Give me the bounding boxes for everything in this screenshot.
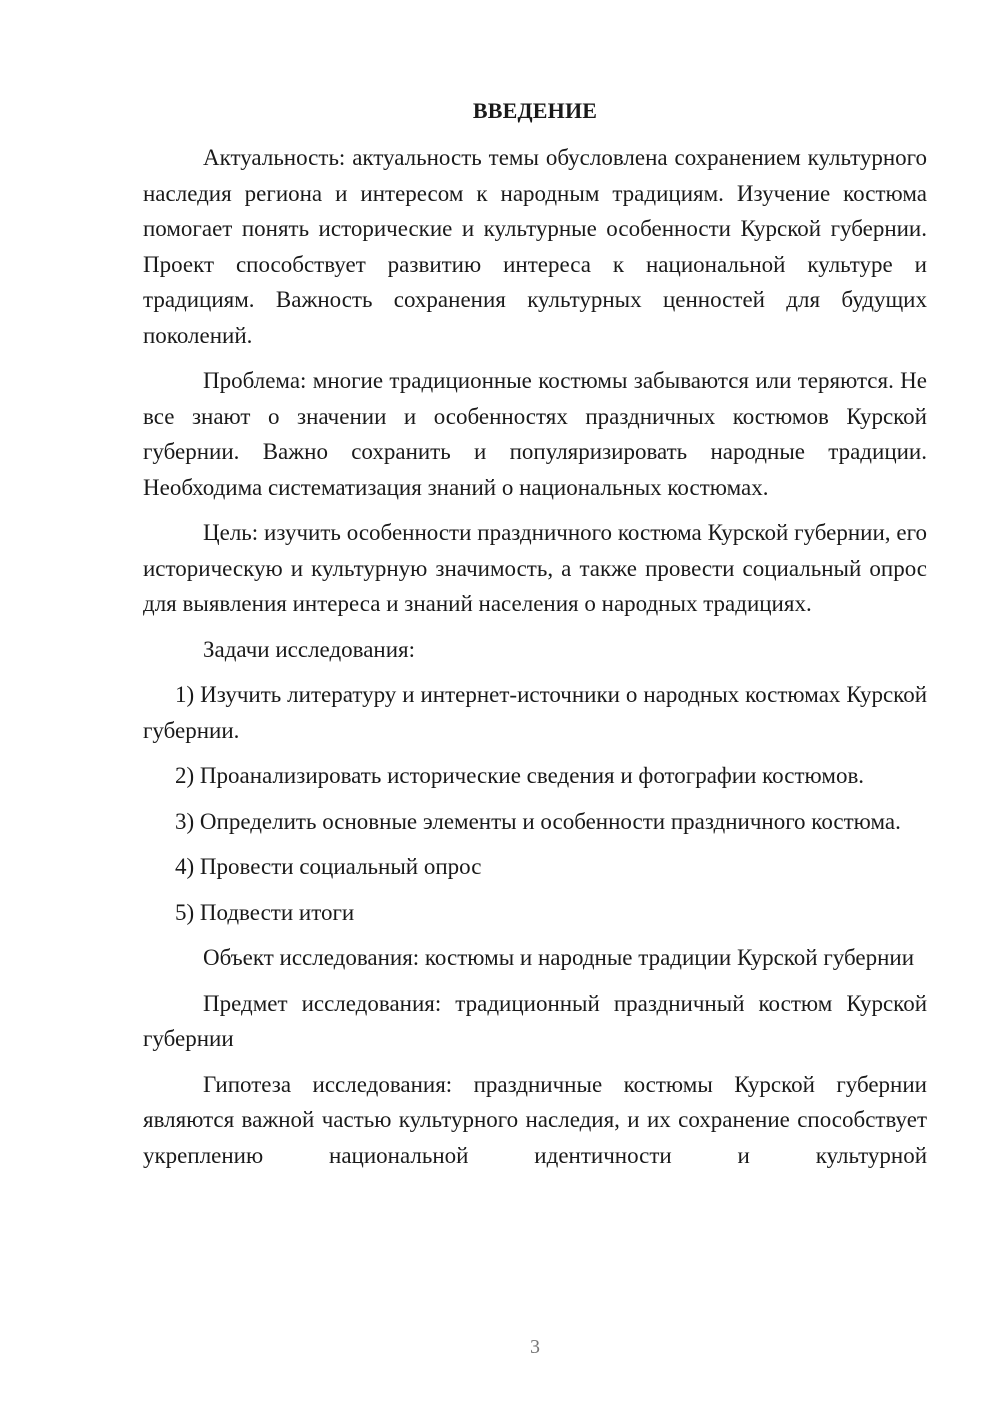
task-item-2: 2) Проанализировать исторические сведения и фотографии костюмов. — [175, 763, 865, 788]
subject-paragraph: Предмет исследования: традиционный праздничный костюм Курской губернии — [143, 990, 927, 1051]
tasks-heading: Задачи исследования: — [203, 636, 416, 662]
task-item-5: 5) Подвести итоги — [175, 899, 355, 925]
relevance-paragraph: Актуальность: актуальность темы обусловлена сохранением культурного наследия региона и интересом к народным традициям. Изучение костюма помогает понять исторические и культурные особенности Курской губернии. Проект способствует развитию интереса к национальной культуре и традициям. Важность сохранения культурных ценностей для будущих поколений. — [143, 145, 927, 348]
goal-paragraph: Цель: изучить особенности праздничного костюма Курской губернии, его историческую и культурную значимость, а также провести социальный опрос для выявления интереса и знаний населения о народных традициях. — [143, 520, 927, 616]
page-number: 3 — [530, 1336, 540, 1358]
task-item-3: 3) Определить основные элементы и особенности праздничного костюма. — [175, 808, 901, 834]
task-item-4: 4) Провести социальный опрос — [175, 854, 482, 879]
object-paragraph: Объект исследования: костюмы и народные традиции Курской губернии — [203, 945, 915, 970]
hypothesis-paragraph: Гипотеза исследования: праздничные костюмы Курской губернии являются важной частью культурного наследия, и их сохранение способствует укреплению национальной идентичности и культурной — [143, 1071, 927, 1168]
task-item-1: 1) Изучить литературу и интернет-источники о народных костюмах Курской губернии. — [143, 682, 927, 743]
section-heading: ВВЕДЕНИЕ — [472, 98, 598, 123]
page-content — [143, 96, 927, 1183]
problem-paragraph: Проблема: многие традиционные костюмы забываются или теряются. Не все знают о значении и особенностях праздничных костюмов Курской губернии. Важно сохранить и популяризировать народные традиции. Необходима систематизация знаний о национальных костюмах. — [143, 368, 927, 500]
